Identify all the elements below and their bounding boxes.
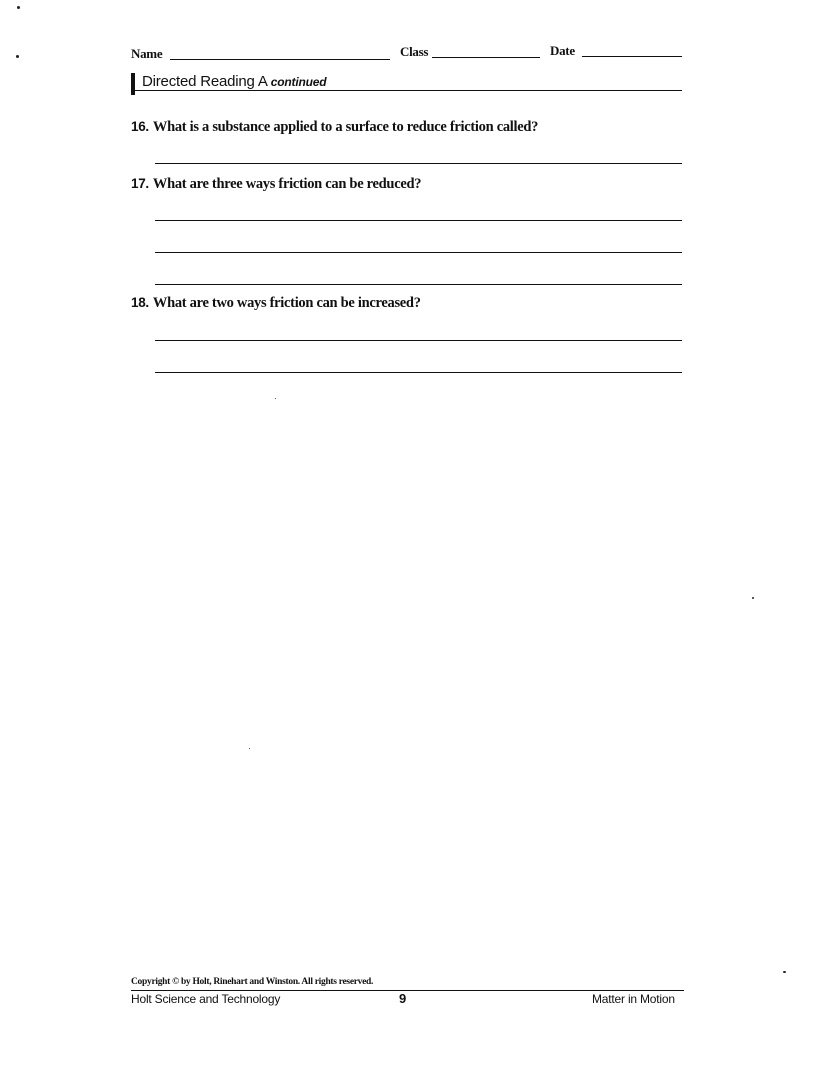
footer-rule <box>131 990 684 991</box>
question-text: What are two ways friction can be increased? <box>152 295 421 311</box>
section-title-text: Directed Reading A <box>142 73 267 90</box>
question-number: 18. <box>131 295 149 310</box>
scan-speck <box>16 55 19 58</box>
question-16 <box>131 119 538 136</box>
class-label: Class <box>400 44 429 59</box>
question-text: What is a substance applied to a surface to reduce friction called? <box>152 119 539 135</box>
section-title-rule <box>135 90 682 91</box>
scan-speck <box>783 971 786 973</box>
scan-speck <box>17 6 20 9</box>
footer-chapter: Matter in Motion <box>592 992 675 1006</box>
section-continued: continued <box>270 75 327 89</box>
question-text: What are three ways friction can be reduced? <box>152 176 422 192</box>
page-number: 9 <box>399 991 407 1006</box>
question-number: 16. <box>131 119 149 134</box>
footer-publisher: Holt Science and Technology <box>131 992 281 1006</box>
scan-speck <box>275 398 276 399</box>
scan-speck <box>249 748 250 749</box>
answer-line[interactable] <box>155 163 682 164</box>
scan-speck <box>752 597 754 599</box>
answer-line[interactable] <box>155 252 682 253</box>
copyright-notice: Copyright © by Holt, Rinehart and Winston. All rights reserved. <box>131 977 374 987</box>
name-label: Name <box>131 46 163 61</box>
question-number: 17. <box>131 176 149 191</box>
answer-line[interactable] <box>155 220 682 221</box>
answer-line[interactable] <box>155 372 682 373</box>
answer-line[interactable] <box>155 340 682 341</box>
name-line <box>170 59 390 60</box>
question-17 <box>131 176 421 193</box>
section-title <box>142 73 326 90</box>
answer-line[interactable] <box>155 284 682 285</box>
question-18 <box>131 295 421 312</box>
section-title-bar <box>131 73 135 95</box>
date-line <box>582 56 682 57</box>
date-label: Date <box>550 43 575 58</box>
class-line <box>432 57 540 58</box>
